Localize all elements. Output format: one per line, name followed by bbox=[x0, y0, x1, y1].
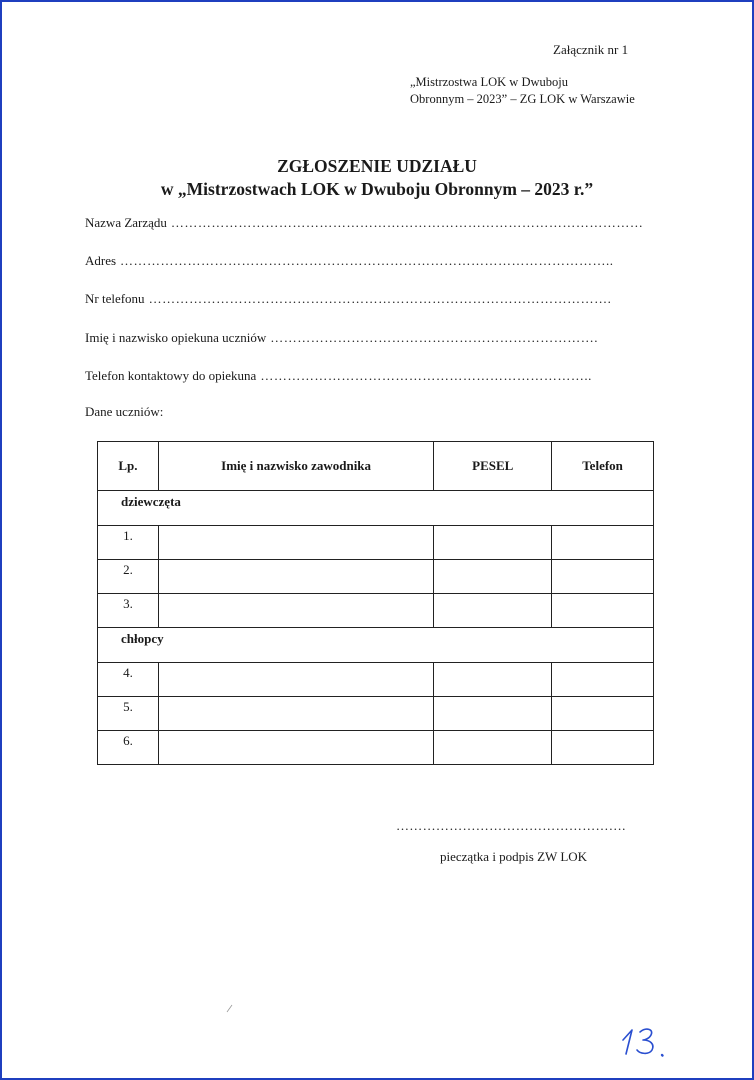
row-number: 4. bbox=[98, 663, 159, 697]
name-cell[interactable] bbox=[158, 560, 433, 594]
row-number: 1. bbox=[98, 526, 159, 560]
phone-cell[interactable] bbox=[552, 697, 654, 731]
fill-line[interactable]: ……………………………………………………………………………………………….. bbox=[120, 253, 614, 268]
phone-cell[interactable] bbox=[552, 731, 654, 765]
fill-line[interactable]: ………………………………………………………………. bbox=[270, 330, 598, 345]
group-label: chłopcy bbox=[98, 628, 654, 663]
name-cell[interactable] bbox=[158, 697, 433, 731]
group-row-girls bbox=[98, 491, 654, 526]
field-opiekun bbox=[85, 330, 598, 346]
stray-pen-mark bbox=[226, 1003, 234, 1013]
table-row bbox=[98, 663, 654, 697]
table-row bbox=[98, 560, 654, 594]
phone-cell[interactable] bbox=[552, 594, 654, 628]
pesel-cell[interactable] bbox=[434, 560, 552, 594]
name-cell[interactable] bbox=[158, 594, 433, 628]
phone-cell[interactable] bbox=[552, 560, 654, 594]
table-row bbox=[98, 594, 654, 628]
row-number: 5. bbox=[98, 697, 159, 731]
table-row bbox=[98, 526, 654, 560]
students-table bbox=[97, 441, 654, 765]
reference-line-2: Obronnym – 2023” – ZG LOK w Warszawie bbox=[410, 92, 635, 106]
document-subtitle: w „Mistrzostwach LOK w Dwuboju Obronnym – 2023 r.” bbox=[160, 179, 594, 199]
pesel-cell[interactable] bbox=[434, 663, 552, 697]
reference-note bbox=[410, 74, 635, 108]
pesel-cell[interactable] bbox=[434, 731, 552, 765]
students-label: Dane uczniów: bbox=[85, 404, 164, 419]
handwritten-page-number bbox=[620, 1022, 670, 1062]
name-cell[interactable] bbox=[158, 526, 433, 560]
pesel-cell[interactable] bbox=[434, 526, 552, 560]
header-pesel: PESEL bbox=[434, 442, 552, 491]
document-title: ZGŁOSZENIE UDZIAŁU bbox=[277, 156, 477, 176]
table-row bbox=[98, 697, 654, 731]
reference-line-1: „Mistrzostwa LOK w Dwuboju bbox=[410, 75, 568, 89]
group-row-boys bbox=[98, 628, 654, 663]
group-label: dziewczęta bbox=[98, 491, 654, 526]
attachment-label: Załącznik nr 1 bbox=[553, 42, 629, 57]
row-number: 2. bbox=[98, 560, 159, 594]
phone-cell[interactable] bbox=[552, 526, 654, 560]
field-nr-telefonu bbox=[85, 291, 611, 307]
field-nazwa-zarzadu bbox=[85, 215, 643, 231]
field-label: Adres bbox=[85, 253, 117, 268]
fill-line[interactable]: …………………………………………………………………………………………… bbox=[170, 215, 644, 230]
field-telefon-opiekuna bbox=[85, 368, 592, 384]
pesel-cell[interactable] bbox=[434, 697, 552, 731]
field-label: Telefon kontaktowy do opiekuna bbox=[85, 368, 257, 383]
pesel-cell[interactable] bbox=[434, 594, 552, 628]
table-header-row bbox=[98, 442, 654, 491]
row-number: 3. bbox=[98, 594, 159, 628]
phone-cell[interactable] bbox=[552, 663, 654, 697]
header-phone: Telefon bbox=[552, 442, 654, 491]
header-name: Imię i nazwisko zawodnika bbox=[158, 442, 433, 491]
row-number: 6. bbox=[98, 731, 159, 765]
signature-line[interactable]: ……………………………………………. bbox=[396, 818, 626, 833]
name-cell[interactable] bbox=[158, 731, 433, 765]
field-label: Imię i nazwisko opiekuna uczniów bbox=[85, 330, 267, 345]
field-label: Nazwa Zarządu bbox=[85, 215, 167, 230]
fill-line[interactable]: ……………………………………………………………….. bbox=[260, 368, 592, 383]
header-lp: Lp. bbox=[98, 442, 159, 491]
field-adres bbox=[85, 253, 614, 269]
table-row bbox=[98, 731, 654, 765]
signature-caption: pieczątka i podpis ZW LOK bbox=[440, 849, 588, 864]
fill-line[interactable]: …………………………………………………………………………………………. bbox=[148, 291, 612, 306]
field-label: Nr telefonu bbox=[85, 291, 145, 306]
name-cell[interactable] bbox=[158, 663, 433, 697]
